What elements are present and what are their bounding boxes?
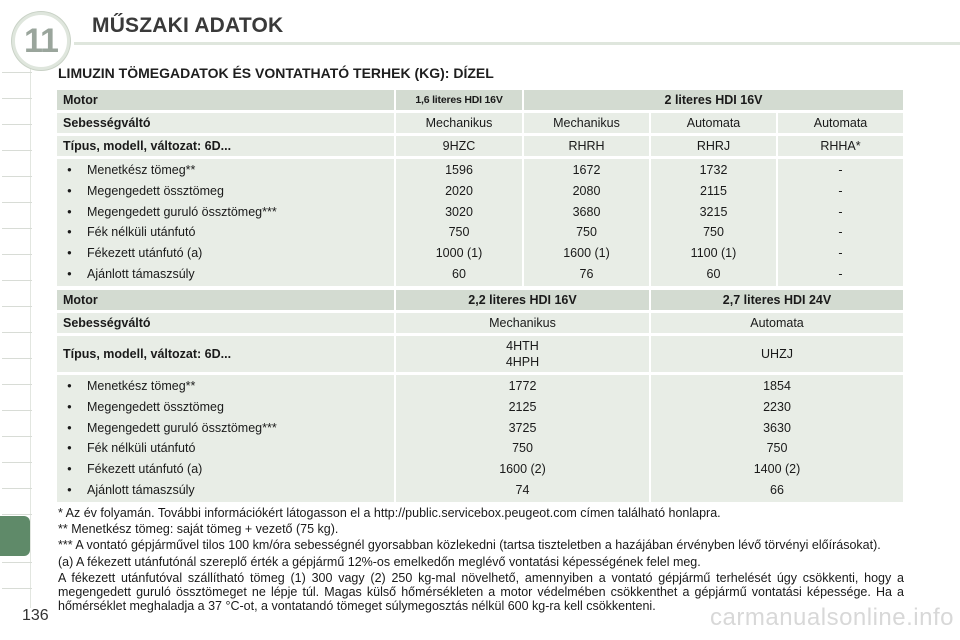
motor-label: Motor [57,90,394,110]
motor-label: Motor [57,290,394,310]
label-train-weight: ● Megengedett guruló össztömeg*** [63,418,388,439]
value: 3020 [445,204,473,219]
value: 2080 [572,183,601,198]
chapter-number-badge: 11 [12,12,70,70]
tab-divider [2,254,32,255]
tab-divider [2,588,32,589]
value: - [838,204,843,219]
value: 3630 [763,420,791,435]
label-nose-weight: ● Ajánlott támaszsúly [63,264,388,285]
tab-divider [2,514,32,515]
value: 1596 [445,163,473,177]
gearbox-value: Mechanikus [394,313,649,333]
value: 3215 [699,204,728,219]
label-train-weight: ● Megengedett guruló össztömeg*** [63,202,388,223]
footnotes [58,506,904,615]
type-row [57,136,903,156]
type-label: Típus, modell, változat: 6D... [57,136,394,156]
tab-divider [2,462,32,463]
label-gross-weight: ● Megengedett össztömeg [63,181,388,202]
value: 2115 [700,183,727,198]
chapter-tab-rail [0,0,52,640]
value: - [838,183,843,198]
page-number: 136 [22,607,49,624]
value: 750 [766,441,788,456]
type-value: 9HZC [394,136,522,156]
tab-divider [2,72,32,73]
label-gross-weight: ● Megengedett össztömeg [63,397,388,418]
tab-divider [2,124,32,125]
gearbox-value: Mechanikus [522,113,649,133]
gearbox-value: Automata [649,113,776,133]
motor-2-0: 2 literes HDI 16V [522,90,903,110]
motor-row [57,90,903,110]
mass-labels-cell [57,375,394,502]
label-kerb-weight: ● Menetkész tömeg** [63,160,388,181]
value: 750 [576,225,597,240]
spec-table-1 [57,87,903,289]
values-col-rhrh [522,159,649,286]
tab-divider [2,436,32,437]
tab-divider [2,358,32,359]
tab-divider [2,280,32,281]
type-value: 4HTH [506,339,539,353]
value: 750 [703,225,724,240]
value: 2125 [508,399,537,414]
value: 1600 (2) [499,462,546,477]
tab-divider [2,228,32,229]
motor-1-6: 1,6 literes HDI 16V [394,90,522,110]
tab-divider [2,488,32,489]
footnote-a: (a) A fékezett utánfutónál szereplő érték a gépjármű 12%-os emelkedőn meglévő vontatási képességének felel meg. [58,554,701,569]
value: 3725 [508,420,537,435]
tab-divider [2,332,32,333]
footnote-2: ** Menetkész tömeg: saját tömeg + vezető (75 kg). [58,522,339,537]
value: - [838,266,843,281]
gearbox-label: Sebességváltó [57,113,394,133]
type-value: UHZJ [649,336,903,372]
value: 76 [579,266,594,281]
mass-labels-cell [57,159,394,286]
value: 1600 (1) [563,246,610,261]
gearbox-value: Automata [776,113,903,133]
gearbox-value: Mechanikus [394,113,522,133]
gearbox-row [57,313,903,333]
value: 60 [452,266,466,281]
tab-divider [2,410,32,411]
watermark: carmanualsonline.info [710,604,954,631]
value: - [838,246,843,261]
values-col-rhrj [649,159,776,286]
tab-divider [2,384,32,385]
value: 2020 [445,183,473,198]
value: 1100 (1) [690,246,737,261]
footnote-3: *** A vontató gépjárművel tilos 100 km/óra sebességnél gyorsabban közlekedni (tartsa tiszteletben a hazájában érvényben lévő törvényi előírásokat). [58,538,881,553]
title-underline [74,42,960,45]
value: 3680 [572,204,601,219]
value: 74 [515,482,530,497]
tab-divider [2,306,32,307]
value: 750 [448,225,470,240]
mass-data-row [57,375,903,502]
values-col-9hzc [394,159,522,286]
value: 1854 [763,379,791,393]
tab-divider [2,562,32,563]
motor-2-7: 2,7 literes HDI 24V [649,290,903,310]
value: 1400 (2) [753,462,801,477]
gearbox-row [57,113,903,133]
motor-2-2: 2,2 literes HDI 16V [394,290,649,310]
type-value-cell [394,336,649,372]
value: 66 [770,482,784,497]
motor-row [57,290,903,310]
active-chapter-tab[interactable] [0,516,30,556]
values-col-2-7 [649,375,903,502]
value: - [838,163,843,177]
type-value: RHRJ [649,136,776,156]
label-kerb-weight: ● Menetkész tömeg** [63,376,388,397]
rail-divider [30,48,31,608]
value: 1000 (1) [435,246,483,261]
type-value: RHHA* [776,136,903,156]
footnote-1: * Az év folyamán. További információkért látogasson el a http://public.servicebox.peugeot.com címen található honlapra. [58,506,721,520]
label-unbraked-trailer: ● Fék nélküli utánfutó [63,222,388,243]
page-title: MŰSZAKI ADATOK [92,14,284,37]
footnote-trailer: A fékezett utánfutóval szállítható tömeg (1) 300 vagy (2) 250 kg-mal növelhető, amennyiben a vontató gépjármű terhelését úgy csökkenti, hogy a megengedett guruló össztömeget ne lépje túl. Magas külső hőmérsékleten a motor védelmében csökkenthet a gépjármű vontatási képessége. Ha a hőmérséklet meghaladja a 37 °C-ot, a vontatandó tömeget súlymegosztás nélkül 600 kg-ra kell csökkenteni. [58,570,904,614]
tab-divider [2,98,32,99]
label-unbraked-trailer: ● Fék nélküli utánfutó [63,438,388,459]
values-col-2-2 [394,375,649,502]
value: 2230 [763,399,791,414]
label-braked-trailer: ● Fékezett utánfutó (a) [63,459,388,480]
value: 1772 [508,379,537,393]
value: 750 [512,441,533,456]
type-value: 4HPH [505,355,540,369]
value: 1732 [699,163,728,177]
tab-divider [2,176,32,177]
gearbox-value: Automata [649,313,903,333]
label-nose-weight: ● Ajánlott támaszsúly [63,480,388,501]
section-subtitle: LIMUZIN TÖMEGADATOK ÉS VONTATHATÓ TERHEK (KG): DÍZEL [58,65,494,81]
mass-data-row [57,159,903,286]
value: 60 [706,266,721,281]
type-value: RHRH [522,136,649,156]
value: 1672 [572,163,601,177]
tab-divider [2,150,32,151]
label-braked-trailer: ● Fékezett utánfutó (a) [63,243,388,264]
type-label: Típus, modell, változat: 6D... [57,336,394,372]
gearbox-label: Sebességváltó [57,313,394,333]
type-row [57,336,903,372]
values-col-rhha [776,159,903,286]
spec-table-2 [57,287,903,505]
tab-divider [2,202,32,203]
value: - [838,225,843,240]
